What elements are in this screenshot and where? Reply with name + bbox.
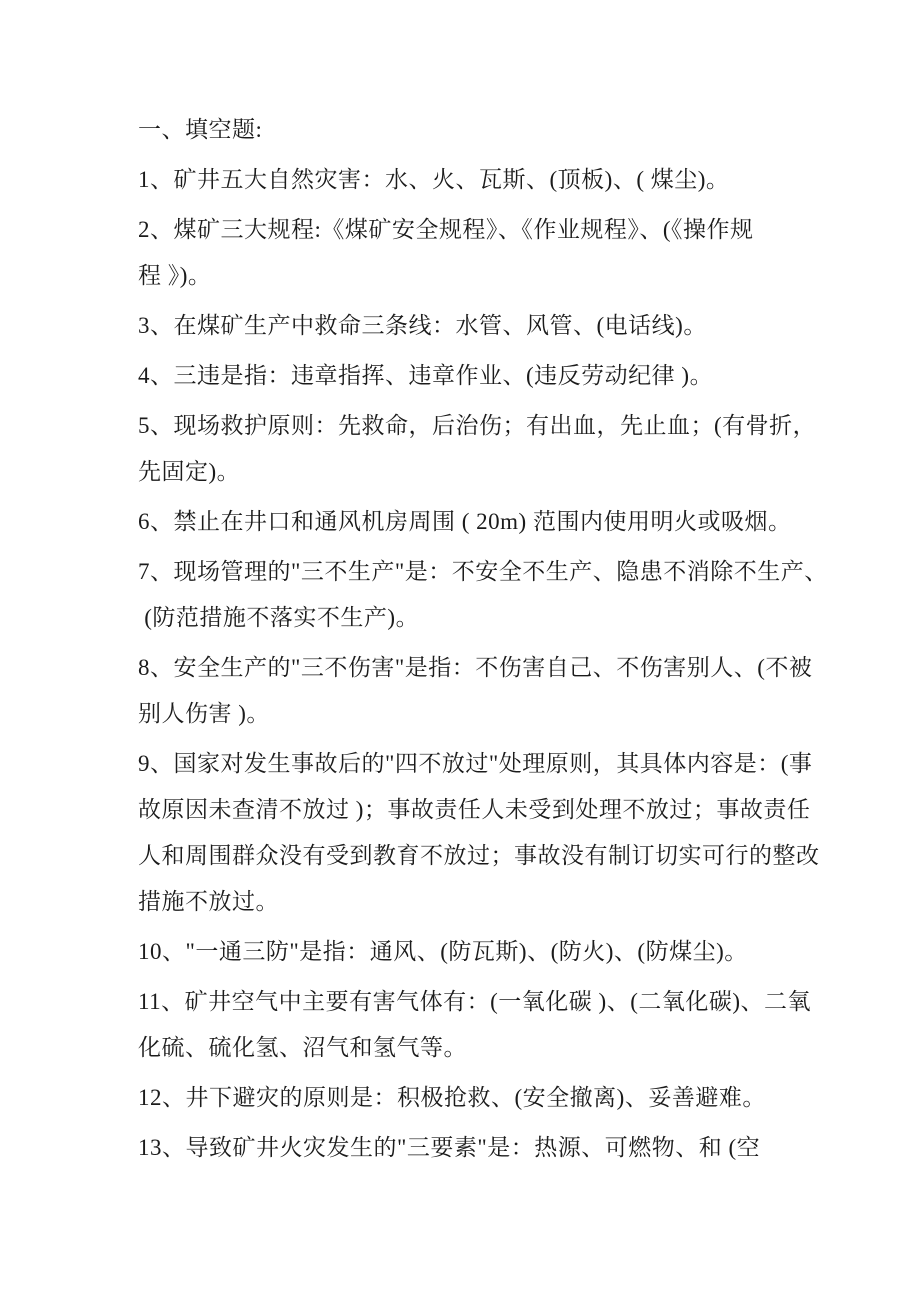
section-heading: 一、填空题: (138, 117, 263, 142)
question-2-line-1: 2、煤矿三大规程:《煤矿安全规程》、《作业规程》、(《操作规 (138, 217, 754, 242)
question-8-line-1: 8、安全生产的"三不伤害"是指：不伤害自己、不伤害别人、(不被 (138, 655, 813, 680)
question-12-line: 12、井下避灾的原则是：积极抢救、(安全撤离)、妥善避难。 (138, 1085, 766, 1110)
question-13-line: 13、导致矿井火灾发生的"三要素"是：热源、可燃物、和 (空 (138, 1135, 761, 1160)
question-7-line-1: 7、现场管理的"三不生产"是：不安全不生产、隐患不消除不生产、 (138, 559, 828, 584)
question-8-line-2: 别人伤害 )。 (138, 701, 270, 726)
question-2-line-2: 程 》)。 (138, 263, 212, 288)
question-11-line-1: 11、矿井空气中主要有害气体有：(一氧化碳 )、(二氧化碳)、二氧 (138, 989, 812, 1014)
question-9-line-1: 9、国家对发生事故后的"四不放过"处理原则，其具体内容是：(事 (138, 751, 813, 776)
question-10-line: 10、"一通三防"是指：通风、(防瓦斯)、(防火)、(防煤尘)。 (138, 939, 748, 964)
question-5-line-1: 5、现场救护原则：先救命，后治伤；有出血，先止血；(有骨折， (138, 413, 817, 438)
question-9-line-3: 人和周围群众没有受到教育不放过；事故没有制订切实可行的整改 (138, 843, 820, 868)
question-4-line: 4、三违是指：违章指挥、违章作业、(违反劳动纪律 )。 (138, 363, 714, 388)
question-11-line-2: 化硫、硫化氢、沼气和氢气等。 (138, 1035, 467, 1060)
question-9-line-4: 措施不放过。 (138, 889, 279, 914)
question-7-line-2: (防范措施不落实不生产)。 (138, 605, 420, 630)
question-3-line: 3、在煤矿生产中救命三条线：水管、风管、(电话线)。 (138, 313, 707, 338)
question-1-line: 1、矿井五大自然灾害：水、火、瓦斯、(顶板)、( 煤尘)。 (138, 167, 730, 192)
question-9-line-2: 故原因未查清不放过 )；事故责任人未受到处理不放过；事故责任 (138, 797, 811, 822)
question-6-line: 6、禁止在井口和通风机房周围 ( 20m) 范围内使用明火或吸烟。 (138, 509, 792, 534)
question-5-line-2: 先固定)。 (138, 459, 241, 484)
